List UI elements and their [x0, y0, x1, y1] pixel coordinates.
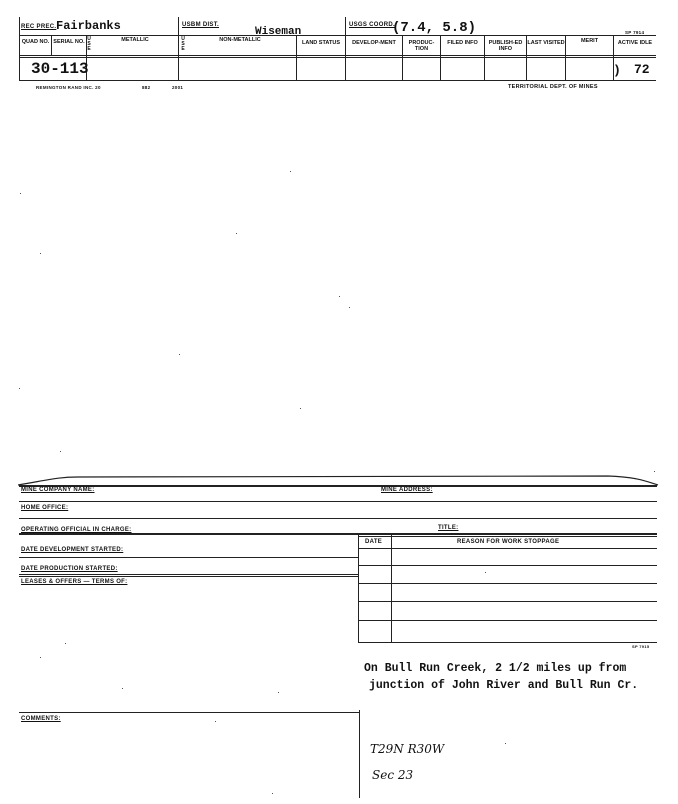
col-metallic: METALLIC [121, 37, 149, 43]
rec-prec-value: Fairbanks [56, 19, 121, 33]
form-number-bottom: SP 7915 [632, 644, 650, 649]
home-office-label: HOME OFFICE: [21, 505, 69, 511]
col-development: DEVELOP-MENT [352, 40, 396, 46]
form-number-top: SP 7914 [625, 30, 645, 35]
location-line-2: junction of John River and Bull Run Cr. [369, 679, 639, 692]
usbm-dist-label: USBM DIST. [182, 22, 220, 28]
col-use-1: USE [87, 36, 91, 52]
date-development-started-label: DATE DEVELOPMENT STARTED: [21, 547, 124, 553]
usbm-dist-value: Wiseman [255, 26, 302, 38]
printer-code-1: 882 [142, 85, 151, 90]
col-production: PRODUC-TION [408, 40, 435, 52]
usgs-coord-label: USGS COORD. [349, 22, 395, 28]
operating-official-label: OPERATING OFFICIAL IN CHARGE: [21, 527, 132, 533]
col-published-info: PUBLISH-ED INFO [488, 40, 523, 52]
mine-company-name-label: MINE COMPANY NAME: [21, 487, 95, 493]
col-quad-no: QUAD NO. [21, 39, 50, 45]
quad-serial-value: 30-113 [31, 60, 89, 78]
col-use-2: USE [181, 36, 185, 52]
dept-label: TERRITORIAL DEPT. OF MINES [508, 84, 598, 90]
date-col-header: DATE [365, 539, 383, 545]
col-filed-info: FILED INFO [447, 40, 478, 46]
usgs-coord-value: (7.4, 5.8) [392, 20, 477, 36]
active-idle-mark: ) [615, 62, 620, 77]
col-non-metallic: NON-METALLIC [219, 37, 261, 43]
col-land-status: LAND STATUS [302, 40, 340, 46]
leases-offers-label: LEASES & OFFERS — TERMS OF: [21, 579, 128, 585]
col-serial-no: SERIAL NO. [53, 39, 85, 45]
mine-address-label: MINE ADDRESS: [381, 487, 433, 493]
handwritten-section: Sec 23 [372, 768, 414, 782]
col-last-visited: LAST VISITED [527, 40, 565, 46]
handwritten-township: T29N R30W [370, 742, 445, 756]
col-active-idle: ACTIVE IDLE [617, 40, 653, 46]
reason-col-header: REASON FOR WORK STOPPAGE [457, 539, 560, 545]
rec-prec-label: REC PREC. [21, 24, 57, 30]
active-idle-value: 72 [634, 62, 650, 77]
date-production-started-label: DATE PRODUCTION STARTED: [21, 566, 118, 572]
location-line-1: On Bull Run Creek, 2 1/2 miles up from [364, 662, 627, 675]
title-label: TITLE: [438, 525, 459, 531]
printer-label: REMINGTON RAND INC. 20 [36, 85, 101, 90]
comments-label: COMMENTS: [21, 716, 61, 722]
printer-code-2: 2001 [172, 85, 184, 90]
col-merit: MERIT [580, 38, 599, 44]
